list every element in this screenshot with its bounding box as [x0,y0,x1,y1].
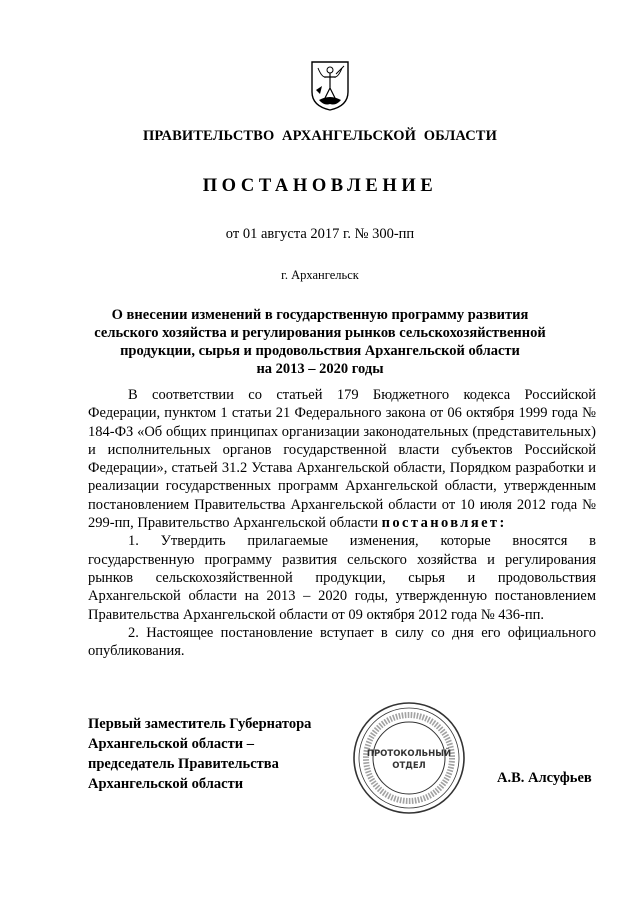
signatory-position [88,714,348,794]
preamble-text: В соответствии со статьей 179 Бюджетного кодекса Российской Федерации, пунктом 1 статьи 21 Федерального закона от 06 октября 1999 года № 184-ФЗ «Об общих принципах организации законодательных (представительных) и исполнительных органов государственной власти субъектов Российской Федерации», статьей 31.2 Устава Архангельской области, Порядком разработки и реализации государственных программ Архангельской области, утвержденным постановлением Правительства Архангельской области от 10 июля 2012 года № 299-пп, Правительство Архангельской области [88,387,596,532]
position-line: Первый заместитель Губернатора [88,716,312,732]
government-name: ПРАВИТЕЛЬСТВО АРХАНГЕЛЬСКОЙ ОБЛАСТИ [143,128,497,144]
title-line: О внесении изменений в государственную программу развития [111,307,529,323]
document-body [88,386,596,660]
position-line: председатель Правительства [88,756,279,772]
stamp-center-line-2: ОТДЕЛ [392,761,426,771]
preamble-paragraph [88,386,596,532]
title-line: продукции, сырья и продовольствия Архангельской области [120,343,520,359]
signatory-name: А.В. Алсуфьев [497,770,592,786]
item-2-paragraph: 2. Настоящее постановление вступает в силу со дня его официального опубликования. [88,624,596,660]
item-1-paragraph: 1. Утвердить прилагаемые изменения, которые вносятся в государственную программу развития сельского хозяйства и регулирования рынков сельскохозяйственной продукции, сырья и продовольствия Архангельской области на 2013 – 2020 годы, утвержденную постановлением Правительства Архангельской области от 09 октября 2012 года № 436-пп. [88,533,596,623]
document-title [0,306,640,378]
document-city: г. Архангельск [281,268,359,282]
decides-word: постановляет [381,515,500,532]
title-line: на 2013 – 2020 годы [256,361,384,377]
document-type: ПОСТАНОВЛЕНИЕ [202,176,438,196]
title-line: сельского хозяйства и регулирования рынков сельскохозяйственной [94,325,546,341]
document-date-number: от 01 августа 2017 г. № 300-пп [225,226,415,242]
official-stamp [351,700,467,816]
stamp-center-line-1: ПРОТОКОЛЬНЫЙ [366,749,452,759]
decides-colon: : [499,515,505,532]
position-line: Архангельской области [88,776,244,792]
coat-of-arms-icon [310,60,350,112]
position-line: Архангельской области – [88,736,254,752]
